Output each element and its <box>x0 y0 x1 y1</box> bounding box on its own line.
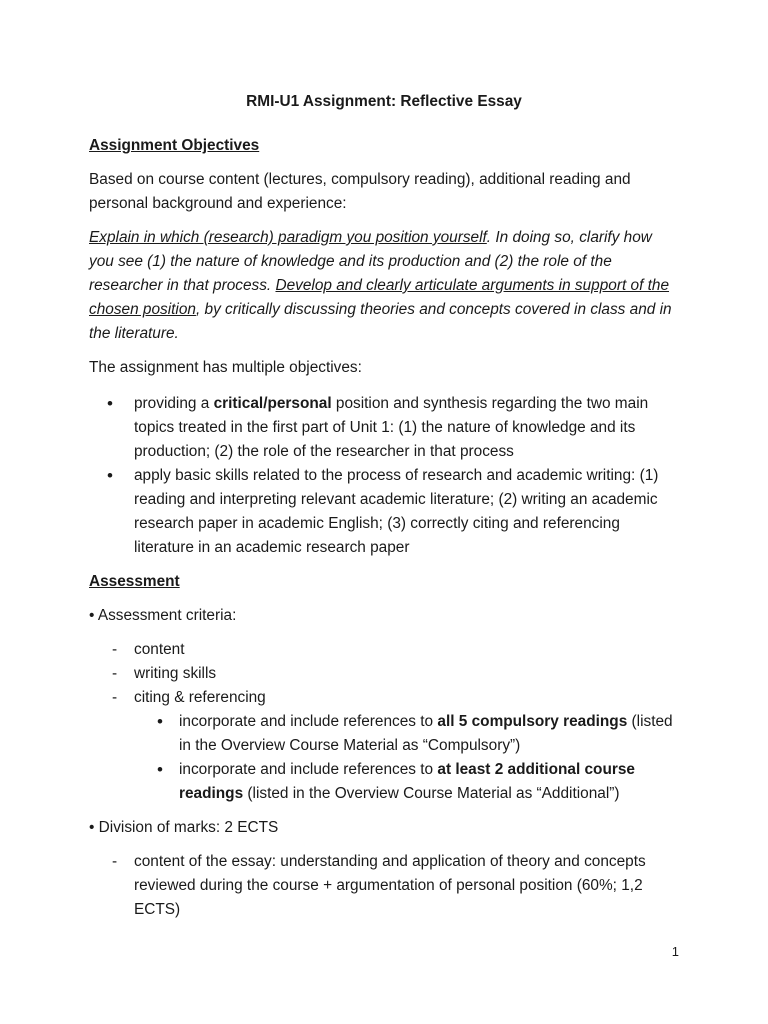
objective-item <box>134 464 679 560</box>
reference-text: (listed in the Overview Course Material as “Compulsory”) <box>179 713 673 754</box>
page-number: 1 <box>671 944 679 959</box>
assignment-task <box>89 226 679 346</box>
page-content <box>89 90 679 932</box>
criteria-item-text: citing & referencing <box>134 689 266 706</box>
reference-text: (listed in the Overview Course Material as “Additional”) <box>243 785 620 802</box>
reference-bold: all 5 compulsory readings <box>437 713 628 730</box>
references-sublist <box>134 710 679 806</box>
objective-bold: critical/personal <box>213 395 332 412</box>
criteria-item: - content <box>134 638 679 662</box>
criteria-item: - writing skills <box>134 662 679 686</box>
objective-item <box>134 392 679 464</box>
objectives-heading: Assignment Objectives <box>89 137 260 154</box>
reference-item <box>179 710 679 758</box>
reference-bold: at least 2 additional course readings <box>179 761 635 802</box>
objective-text: position and synthesis regarding the two main topics treated in the first part of Unit 1: (1) the nature of knowledge and its production; (2) the role of the researcher in that process <box>134 395 649 460</box>
division-item: - content of the essay: understanding and application of theory and concepts reviewed during the course + argumentation of personal position (60%; 1,2 ECTS) <box>134 850 679 922</box>
task-text-4: , by critically discussing theories and concepts covered in class and in the literature. <box>89 301 672 342</box>
criteria-item <box>134 686 679 806</box>
objectives-multiple-intro: The assignment has multiple objectives: <box>89 359 362 376</box>
objectives-intro: Based on course content (lectures, compulsory reading), additional reading and personal background and experience: <box>89 171 631 212</box>
objective-text: providing a <box>134 395 214 412</box>
task-underlined-1: Explain in which (research) paradigm you position yourself <box>89 229 487 246</box>
reference-text: incorporate and include references to <box>179 713 438 730</box>
objective-text: apply basic skills related to the process of research and academic writing: (1) reading and interpreting relevant academic literature; (2) writing an academic research paper in academic English; (3) correctly citing and referencing literature in an academic research paper <box>134 467 659 556</box>
assessment-heading-text: Assessment <box>89 573 180 590</box>
criteria-list <box>89 638 679 806</box>
division-of-marks-label: • Division of marks: 2 ECTS <box>89 819 279 836</box>
reference-text: incorporate and include references to <box>179 761 438 778</box>
objectives-list <box>89 392 679 560</box>
task-text-2: . In doing so, clarify how you see (1) the nature of knowledge and its production and (2) the role of the researcher in that process. <box>89 229 652 294</box>
document-title: RMI-U1 Assignment: Reflective Essay <box>246 93 522 110</box>
assessment-criteria-label: • Assessment criteria: <box>89 607 237 624</box>
assessment-heading <box>89 570 679 594</box>
reference-item <box>179 758 679 806</box>
task-underlined-3: Develop and clearly articulate arguments in support of the chosen position <box>89 277 670 318</box>
division-list <box>89 850 679 922</box>
